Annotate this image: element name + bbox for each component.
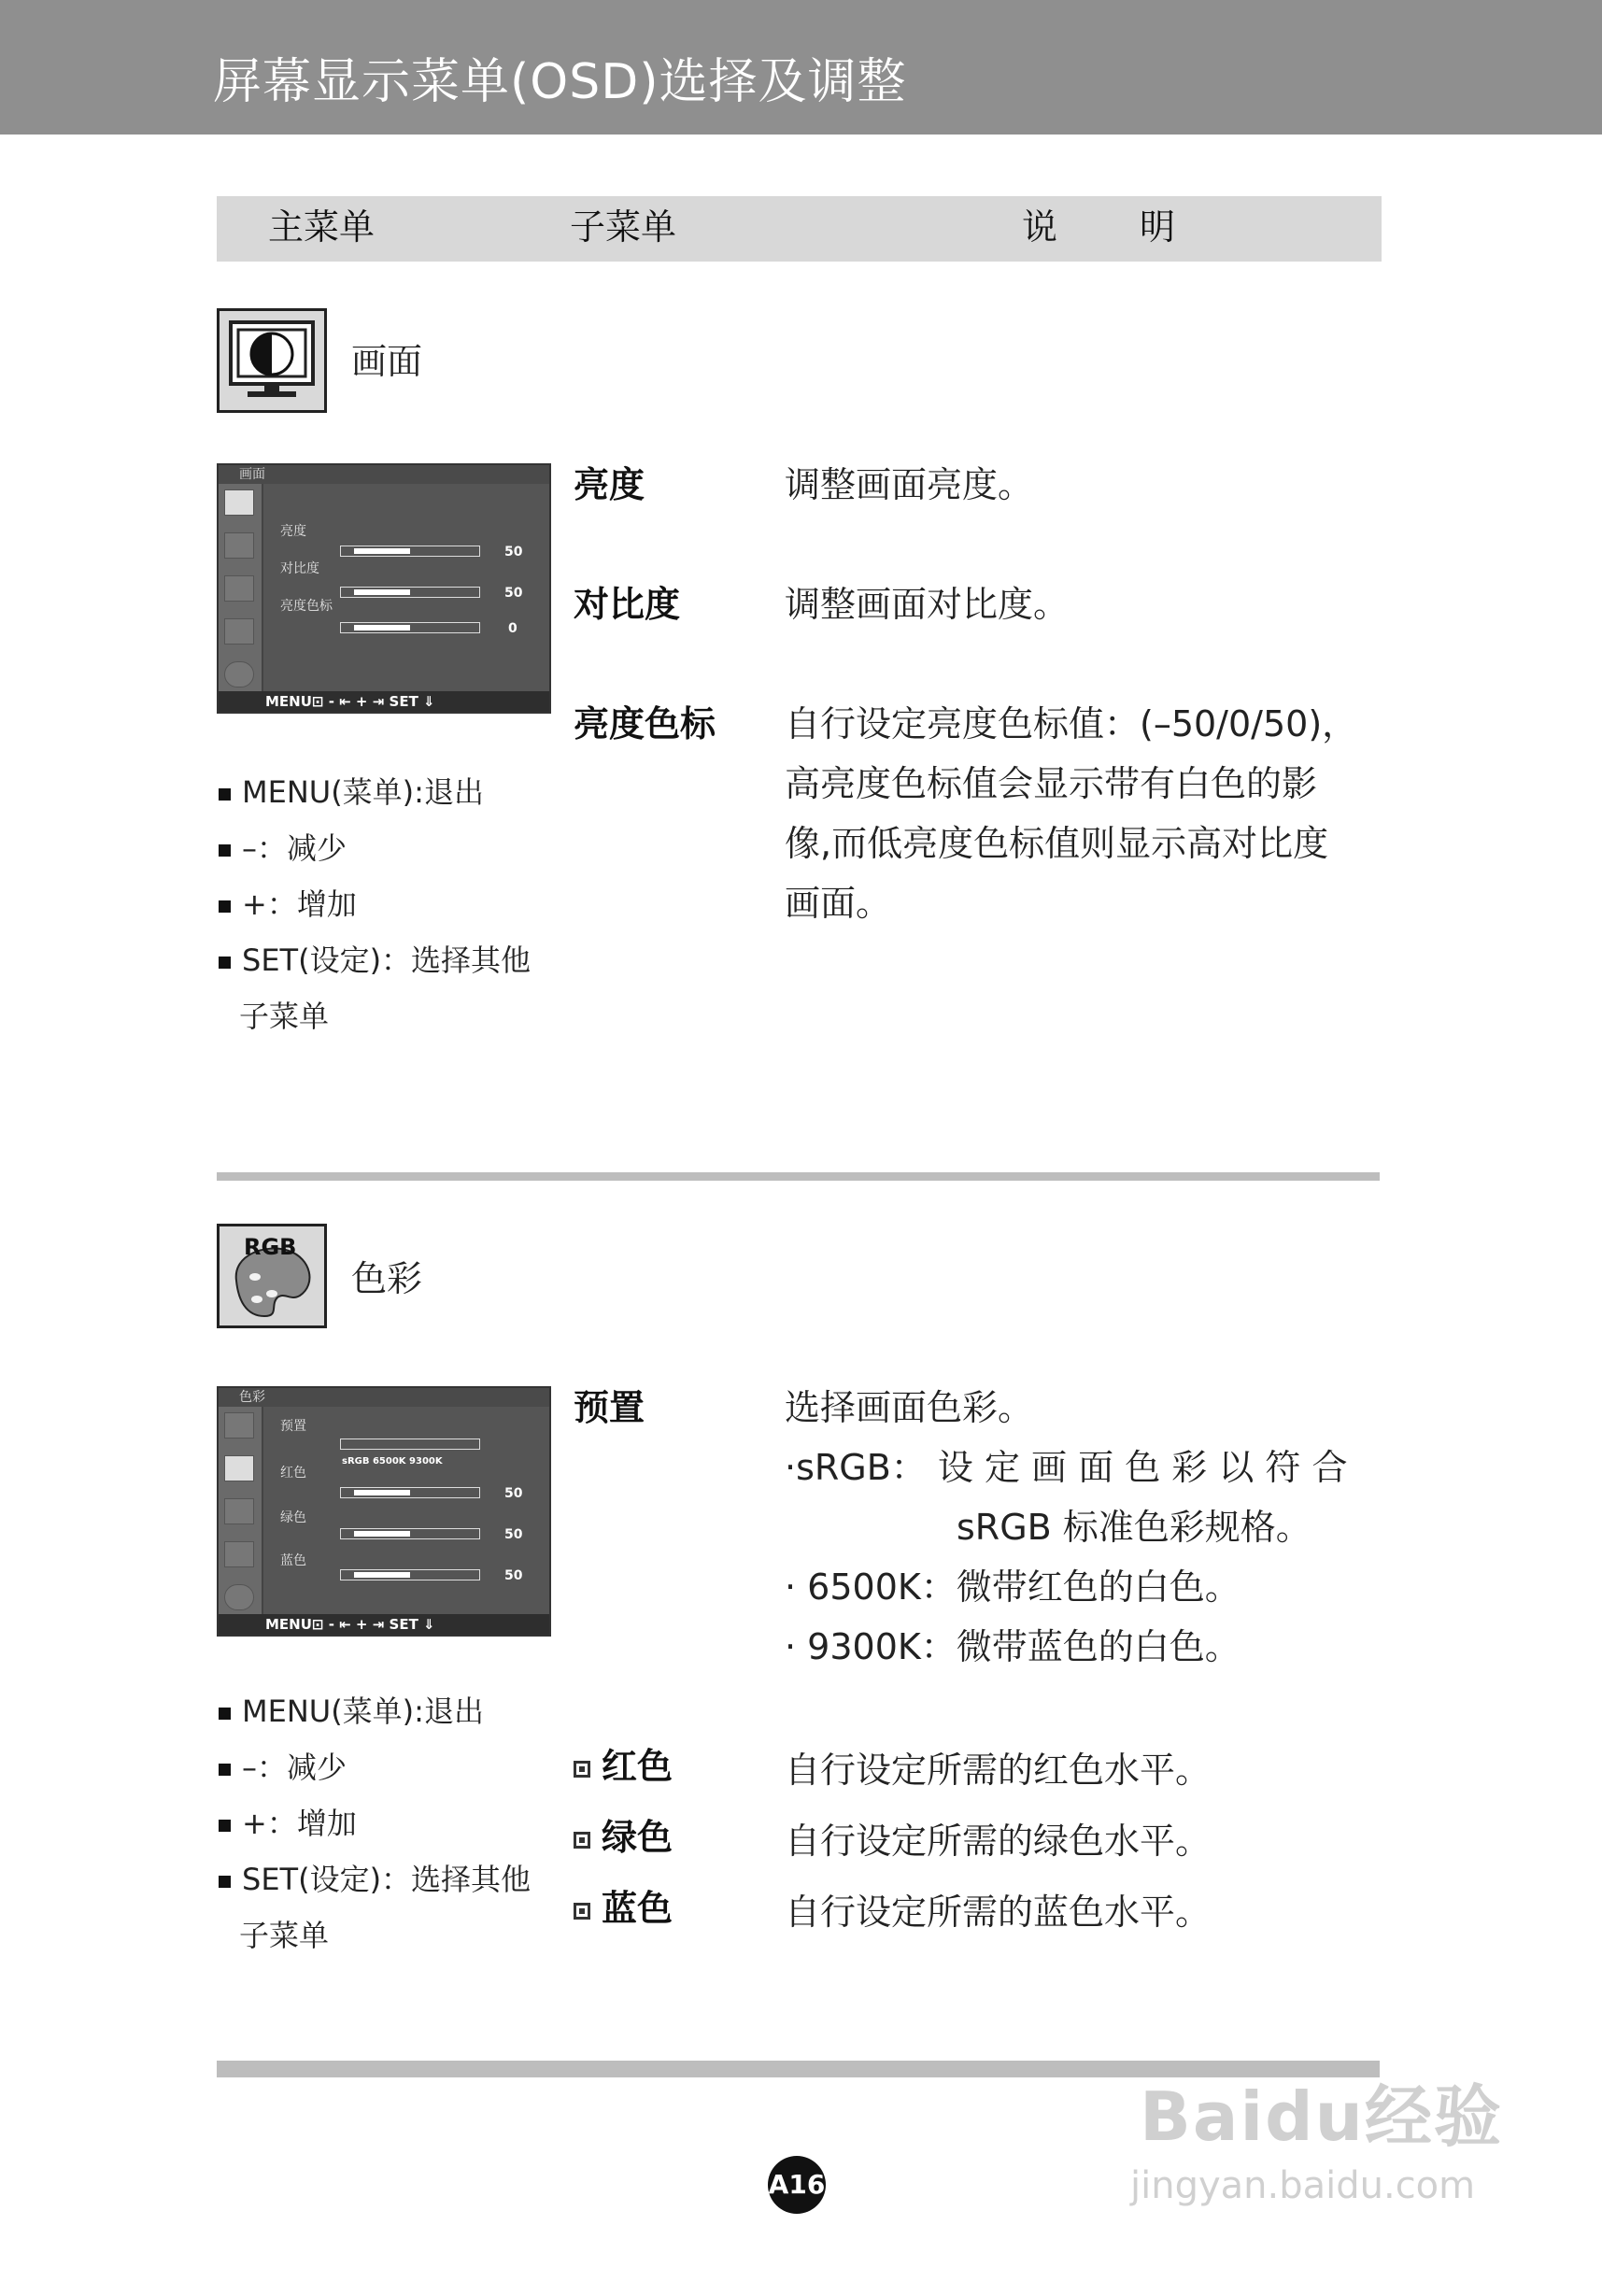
desc-red: 自行设定所需的红色水平。 <box>785 1750 1212 1791</box>
osd-value-brightness: 50 <box>504 545 523 560</box>
osd-slider-black-level <box>340 622 480 633</box>
osd-label-blue: 蓝色 <box>280 1553 306 1568</box>
col-main-menu: 主菜单 <box>268 206 376 248</box>
note-menu: MENU(菜单):退出 <box>219 777 484 807</box>
bullet-square-icon <box>219 900 231 913</box>
col-sub-menu: 子菜单 <box>570 206 677 248</box>
osd-slider-green <box>340 1528 480 1539</box>
desc-preset-srgb-2: sRGB 标准色彩规格。 <box>957 1507 1311 1548</box>
osd-title: 色彩 <box>219 1388 549 1407</box>
osd-slider-blue <box>340 1569 480 1580</box>
desc-black-level-4: 画面。 <box>785 883 892 924</box>
color-tab-icon <box>224 532 254 559</box>
osd-label-contrast: 对比度 <box>280 561 319 576</box>
osd-label-preset: 预置 <box>280 1419 306 1434</box>
osd-slider-brightness <box>340 546 480 557</box>
note-set-cont: 子菜单 <box>239 1918 330 1953</box>
desc-preset-1: 选择画面色彩。 <box>785 1387 1034 1428</box>
section-title-picture: 画面 <box>351 341 423 382</box>
desc-preset-9300k: · 9300K：微带蓝色的白色。 <box>785 1626 1240 1667</box>
note-minus: –：减少 <box>219 833 347 863</box>
osd-label-red: 红色 <box>280 1466 306 1481</box>
setup-tab-icon <box>224 1541 254 1567</box>
monitor-contrast-icon <box>217 308 327 413</box>
column-header <box>217 196 1382 262</box>
osd-picture-menu <box>217 463 551 714</box>
osd-value-contrast: 50 <box>504 586 523 601</box>
page-number: A16 <box>768 2156 826 2214</box>
note-plus: +：增加 <box>219 889 357 919</box>
osd-label-green: 绿色 <box>280 1510 306 1525</box>
sub-item-brightness: 亮度 <box>574 464 645 505</box>
osd-preset-options: sRGB 6500K 9300K <box>342 1456 443 1467</box>
desc-contrast: 调整画面对比度。 <box>785 584 1070 625</box>
desc-green: 自行设定所需的绿色水平。 <box>785 1821 1212 1862</box>
watermark-logo: Baidu经验 <box>1140 2077 1503 2156</box>
col-desc-1: 说 <box>1022 206 1058 248</box>
bullet-square-icon <box>219 1764 231 1776</box>
note-plus: +：增加 <box>219 1808 357 1838</box>
page-title: 屏幕显示菜单(OSD)选择及调整 <box>213 54 907 110</box>
picture-tab-icon <box>224 489 254 516</box>
osd-footer-controls: MENU⊡ - ⇤ + ⇥ SET ⇓ <box>219 691 549 712</box>
gear-tab-icon <box>224 1584 254 1610</box>
osd-preset-selector <box>340 1439 480 1450</box>
rgb-icon-label: RGB <box>244 1234 297 1260</box>
osd-value-red: 50 <box>504 1486 523 1501</box>
osd-slider-contrast <box>340 587 480 598</box>
osd-value-green: 50 <box>504 1527 523 1542</box>
color-tab-icon <box>224 1455 254 1481</box>
osd-footer-controls: MENU⊡ - ⇤ + ⇥ SET ⇓ <box>219 1614 549 1635</box>
sub-item-contrast: 对比度 <box>574 584 681 625</box>
sub-item-red: 红色 <box>574 1749 673 1784</box>
sub-item-preset: 预置 <box>574 1387 645 1428</box>
sub-item-green: 绿色 <box>574 1820 673 1855</box>
osd-label-black-level: 亮度色标 <box>280 599 333 614</box>
note-menu: MENU(菜单):退出 <box>219 1696 484 1726</box>
desc-blue: 自行设定所需的蓝色水平。 <box>785 1892 1212 1933</box>
desc-brightness: 调整画面亮度。 <box>785 464 1034 505</box>
osd-value-blue: 50 <box>504 1568 523 1583</box>
desc-black-level-2: 高亮度色标值会显示带有白色的影 <box>785 763 1318 804</box>
desc-black-level-3: 像,而低亮度色标值则显示高对比度 <box>785 823 1329 864</box>
submenu-square-icon <box>574 1832 590 1849</box>
gear-tab-icon <box>224 661 254 687</box>
setup-tab-icon <box>224 618 254 645</box>
watermark-url: jingyan.baidu.com <box>1130 2164 1476 2207</box>
osd-title: 画面 <box>219 465 549 484</box>
tracking-tab-icon <box>224 575 254 602</box>
note-set: SET(设定)：选择其他 <box>219 945 531 975</box>
bullet-square-icon <box>219 957 231 969</box>
note-set: SET(设定)：选择其他 <box>219 1864 531 1894</box>
sub-item-blue: 蓝色 <box>574 1891 673 1926</box>
osd-icon-column <box>219 1407 263 1614</box>
col-desc-2: 明 <box>1140 206 1176 248</box>
section-divider <box>217 1172 1380 1181</box>
section-title-color: 色彩 <box>351 1258 423 1299</box>
desc-preset-srgb: ·sRGB： 设 定 画 面 色 彩 以 符 合 <box>785 1447 1348 1488</box>
osd-value-black-level: 0 <box>508 621 517 636</box>
bullet-square-icon <box>219 844 231 857</box>
osd-label-brightness: 亮度 <box>280 524 306 539</box>
note-set-cont: 子菜单 <box>239 999 330 1034</box>
bullet-square-icon <box>219 1708 231 1720</box>
desc-black-level-1: 自行设定亮度色标值：(–50/0/50)， <box>785 703 1358 744</box>
tracking-tab-icon <box>224 1498 254 1524</box>
bottom-divider <box>217 2061 1380 2077</box>
rgb-palette-icon <box>217 1224 327 1328</box>
osd-slider-red <box>340 1487 480 1498</box>
note-minus: –：减少 <box>219 1752 347 1782</box>
osd-color-menu <box>217 1386 551 1637</box>
submenu-square-icon <box>574 1761 590 1778</box>
desc-preset-6500k: · 6500K：微带红色的白色。 <box>785 1566 1240 1608</box>
bullet-square-icon <box>219 1820 231 1832</box>
submenu-square-icon <box>574 1903 590 1920</box>
sub-item-black-level: 亮度色标 <box>574 703 716 744</box>
picture-tab-icon <box>224 1412 254 1439</box>
osd-icon-column <box>219 484 263 691</box>
bullet-square-icon <box>219 788 231 801</box>
bullet-square-icon <box>219 1876 231 1888</box>
